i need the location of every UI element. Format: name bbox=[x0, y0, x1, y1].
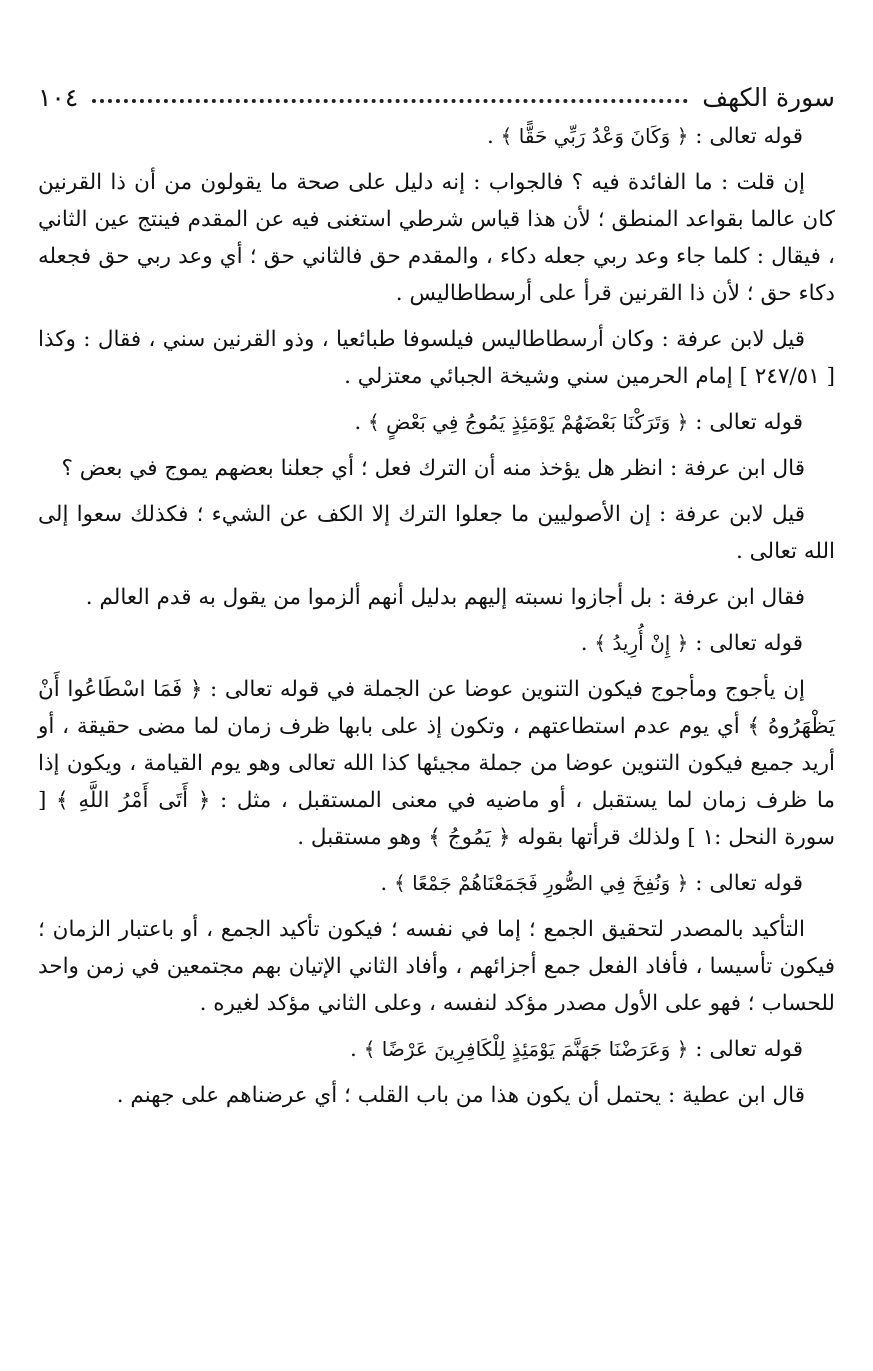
header-dotted-leader bbox=[92, 99, 688, 103]
quran-ayah: ﴿ وَتَرَكْنَا بَعْضَهُمْ يَوْمَئِذٍ يَمُوجُ فِي بَعْضٍ ﴾ bbox=[368, 410, 689, 434]
commentary-paragraph: قال ابن عرفة : انظر هل يؤخذ منه أن الترك فعل ؛ أي جعلنا بعضهم يموج في بعض ؟ bbox=[61, 456, 805, 481]
verse-lead: قوله تعالى : bbox=[688, 631, 803, 656]
verse-heading bbox=[38, 1031, 835, 1068]
surah-title: سورة الكهف bbox=[702, 83, 835, 112]
commentary-paragraph: قيل لابن عرفة : وكان أرسطاطاليس فيلسوفا طبائعيا ، وذو القرنين سني ، فقال : وكذا [ ٢٤٧/٥١ ] إمام الحرمين سني وشيخة الجبائي معتزلي . bbox=[38, 327, 835, 389]
quran-ayah: ﴿ وَنُفِخَ فِي الصُّورِ فَجَمَعْنَاهُمْ جَمْعًا ﴾ bbox=[394, 871, 689, 895]
commentary-paragraph: التأكيد بالمصدر لتحقيق الجمع ؛ إما في نفسه ؛ فيكون تأكيد الجمع ، أو باعتبار الزمان ؛ فيكون تأسيسا ، فأفاد الفعل جمع أجزائهم ، وأفاد الثاني الإتيان بهم مجتمعين في زمن واحد للحساب ؛ فهو على الأول مصدر مؤكد لنفسه ، وعلى الثاني مؤكد لغيره . bbox=[38, 917, 835, 1016]
verse-tail: . bbox=[354, 410, 368, 435]
commentary-paragraph: قيل لابن عرفة : إن الأصوليين ما جعلوا الترك إلا الكف عن الشيء ؛ فكذلك سعوا إلى الله تعالى . bbox=[38, 502, 835, 564]
commentary-paragraph: قال ابن عطية : يحتمل أن يكون هذا من باب القلب ؛ أي عرضناهم على جهنم . bbox=[116, 1083, 805, 1108]
quran-ayah: ﴿ وَكَانَ وَعْدُ رَبِّي حَقًّا ﴾ bbox=[500, 124, 689, 148]
quran-ayah: ﴿ إِنْ أُرِيدُ ﴾ bbox=[594, 631, 689, 655]
page-header bbox=[38, 74, 835, 112]
verse-lead: قوله تعالى : bbox=[688, 410, 803, 435]
page-body bbox=[38, 118, 835, 1114]
verse-tail: . bbox=[350, 1037, 364, 1062]
verse-heading bbox=[38, 865, 835, 902]
verse-heading bbox=[38, 625, 835, 662]
verse-lead: قوله تعالى : bbox=[688, 871, 803, 896]
commentary-paragraph: إن يأجوج ومأجوج فيكون التنوين عوضا عن الجملة في قوله تعالى : ﴿ فَمَا اسْطَاعُوا أَنْ يَظْهَرُوهُ ﴾ أي يوم عدم استطاعتهم ، وتكون إذ على بابها ظرف زمان لما مضى حقيقة ، أو أريد جميع فيكون التنوين عوضا من جملة مجيئها كذا الله تعالى وهو يوم القيامة ، ويكون إذا ما ظرف زمان لما يستقبل ، أو ماضيه في معنى المستقبل ، مثل : ﴿ أَتَى أَمْرُ اللَّهِ ﴾ [ سورة النحل :١ ] ولذلك قرأتها بقوله ﴿ يَمُوجُ ﴾ وهو مستقبل . bbox=[38, 677, 835, 850]
commentary-paragraph: إن قلت : ما الفائدة فيه ؟ فالجواب : إنه دليل على صحة ما يقولون من أن ذا القرنين كان عالما بقواعد المنطق ؛ لأن هذا قياس شرطي استغنى فيه عن المقدم فينتج عين الثاني ، فيقال : كلما جاء وعد ربي جعله دكاء ، والمقدم حق فالثاني حق ؛ أي وعد ربي حق فجعله دكاء حق ؛ لأن ذا القرنين قرأ على أرسطاطاليس . bbox=[38, 170, 835, 306]
verse-heading bbox=[38, 404, 835, 441]
verse-lead: قوله تعالى : bbox=[688, 124, 803, 149]
verse-lead: قوله تعالى : bbox=[688, 1037, 803, 1062]
verse-tail: . bbox=[380, 871, 395, 896]
page-number: ١٠٤ bbox=[38, 83, 79, 112]
verse-tail: . bbox=[580, 631, 595, 656]
verse-tail: . bbox=[486, 124, 501, 149]
commentary-paragraph: فقال ابن عرفة : بل أجازوا نسبته إليهم بدليل أنهم ألزموا من يقول به قدم العالم . bbox=[85, 585, 805, 610]
quran-ayah: ﴿ وَعَرَضْنَا جَهَنَّمَ يَوْمَئِذٍ لِلْكَافِرِينَ عَرْضًا ﴾ bbox=[363, 1037, 689, 1061]
verse-heading bbox=[38, 118, 835, 155]
